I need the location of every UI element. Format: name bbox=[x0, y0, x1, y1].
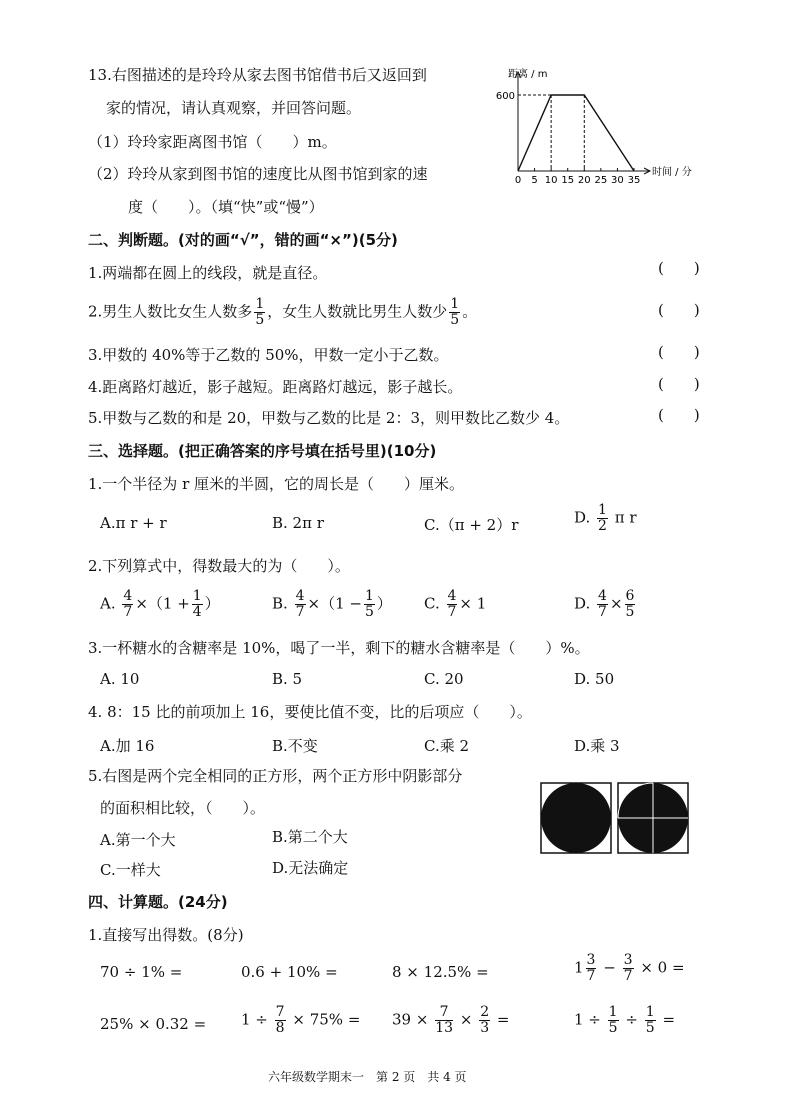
shaded-circle bbox=[541, 783, 611, 853]
calc-r2c4: 1 ÷ $\frac{1}{5}$ ÷ $\frac{1}{5}$ = bbox=[574, 1004, 676, 1036]
x-tick-label: 35 bbox=[627, 175, 641, 186]
x-tick-label: 20 bbox=[577, 175, 591, 186]
calc-r2c3: 39 × $\frac{7}{13}$ × $\frac{2}{3}$ = bbox=[392, 1004, 510, 1036]
x-tick-label: 30 bbox=[611, 175, 624, 186]
x-tick-label: 15 bbox=[561, 175, 575, 186]
choice-q4-option-c: C.乘 2 bbox=[424, 737, 470, 755]
judge-item-2-mid: ，女生人数就比男生人数少 bbox=[267, 302, 448, 321]
series-line bbox=[518, 95, 634, 171]
calc-r2c1: 25% × 0.32 = bbox=[100, 1015, 207, 1033]
choice-q5-option-a: A.第一个大 bbox=[100, 831, 176, 849]
q13-line2: 家的情况，请认真观察，并回答问题。 bbox=[106, 99, 362, 117]
choice-q5-stem2: 的面积相比较，（ ）。 bbox=[100, 799, 266, 817]
calc-r1c3: 8 × 12.5% = bbox=[392, 963, 489, 981]
calc-r1c4: 1 $\frac{3}{7}$ − $\frac{3}{7}$ × 0 = bbox=[574, 952, 685, 984]
q13-sub1: （1）玲玲家距离图书馆（ ）m。 bbox=[88, 133, 337, 151]
choice-q2-option-d: D. $\frac{4}{7}$ × $\frac{6}{5}$ bbox=[574, 588, 635, 620]
choice-q2-option-c: C. $\frac{4}{7}$ × 1 bbox=[424, 588, 487, 620]
judge-item-4: 4.距离路灯越近，影子越短。距离路灯越远，影子越长。 bbox=[88, 378, 463, 396]
x-tick-label: 25 bbox=[594, 175, 608, 186]
choice-q1-option-a: A.π r + r bbox=[100, 514, 167, 532]
fraction: $\frac{1}{5}$ bbox=[255, 296, 265, 328]
y-tick-label: 600 bbox=[495, 91, 515, 102]
choice-q3-option-b: B. 5 bbox=[272, 670, 303, 688]
chart-ylabel: 距离 / m bbox=[508, 69, 548, 80]
q13-sub2b: 度（ ）。（填“快”或“慢”） bbox=[128, 198, 324, 216]
section2-title: 二、判断题。(对的画“√”，错的画“×”)(5分) bbox=[88, 231, 398, 249]
choice-q3-stem: 3.一杯糖水的含糖率是 10%，喝了一半，剩下的糖水含糖率是（ ）%。 bbox=[88, 639, 590, 657]
judge-item-2-pre: 2.男生人数比女生人数多 bbox=[88, 302, 253, 321]
fraction: $\frac{1}{5}$ bbox=[450, 296, 460, 328]
choice-q1-option-c: C.（π + 2）r bbox=[424, 516, 519, 534]
answer-paren-1[interactable]: ( ) bbox=[658, 259, 700, 277]
x-tick-label: 5 bbox=[531, 175, 538, 186]
answer-paren-5[interactable]: ( ) bbox=[658, 406, 700, 424]
choice-q4-stem: 4. 8：15 比的前项加上 16，要使比值不变，比的后项应（ ）。 bbox=[88, 703, 532, 721]
choice-q5-option-c: C.一样大 bbox=[100, 861, 161, 879]
judge-item-3: 3.甲数的 40%等于乙数的 50%，甲数一定小于乙数。 bbox=[88, 346, 449, 364]
chart-xlabel: 时间 / 分 bbox=[652, 167, 692, 178]
choice-q1-option-b: B. 2π r bbox=[272, 514, 324, 532]
section4-sub1: 1.直接写出得数。(8分) bbox=[88, 926, 244, 944]
page-footer: 六年级数学期末一 第 2 页 共 4 页 bbox=[268, 1070, 467, 1084]
choice-q1-option-d: D. $\frac{1}{2}$ π r bbox=[574, 502, 637, 534]
choice-q3-option-a: A. 10 bbox=[100, 670, 140, 688]
calc-r2c2: 1 ÷ $\frac{7}{8}$ × 75% = bbox=[241, 1004, 361, 1036]
choice-q4-option-b: B.不变 bbox=[272, 737, 318, 755]
choice-q2-option-a: A. $\frac{4}{7}$ ×（1 + $\frac{1}{4}$ ） bbox=[100, 588, 220, 620]
choice-q4-option-a: A.加 16 bbox=[100, 737, 155, 755]
calc-r1c1: 70 ÷ 1% = bbox=[100, 963, 183, 981]
choice-q3-option-d: D. 50 bbox=[574, 670, 615, 688]
distance-time-chart bbox=[490, 62, 710, 196]
choice-q3-option-c: C. 20 bbox=[424, 670, 464, 688]
choice-q2-option-b: B. $\frac{4}{7}$ ×（1 − $\frac{1}{5}$ ） bbox=[272, 588, 392, 620]
fraction: $\frac{1}{2}$ bbox=[598, 502, 607, 534]
answer-paren-3[interactable]: ( ) bbox=[658, 343, 700, 361]
section3-title: 三、选择题。(把正确答案的序号填在括号里)(10分) bbox=[88, 442, 437, 460]
choice-q4-option-d: D.乘 3 bbox=[574, 737, 620, 755]
judge-item-2-post: 。 bbox=[462, 302, 478, 321]
calc-r1c2: 0.6 + 10% = bbox=[241, 963, 338, 981]
choice-q1-stem: 1.一个半径为 r 厘米的半圆，它的周长是（ ）厘米。 bbox=[88, 475, 465, 493]
x-tick-label: 10 bbox=[544, 175, 558, 186]
choice-q5-stem1: 5.右图是两个完全相同的正方形，两个正方形中阴影部分 bbox=[88, 767, 463, 785]
section4-title: 四、计算题。(24分) bbox=[88, 893, 228, 911]
judge-item-1: 1.两端都在圆上的线段，就是直径。 bbox=[88, 264, 328, 282]
answer-paren-2[interactable]: ( ) bbox=[658, 301, 700, 319]
choice-q5-option-b: B.第二个大 bbox=[272, 828, 348, 846]
judge-item-2 bbox=[88, 297, 477, 328]
choice-q2-stem: 2.下列算式中，得数最大的为（ ）。 bbox=[88, 557, 350, 575]
square-figure-1 bbox=[540, 782, 612, 854]
judge-item-5: 5.甲数与乙数的和是 20，甲数与乙数的比是 2：3，则甲数比乙数少 4。 bbox=[88, 409, 570, 427]
answer-paren-4[interactable]: ( ) bbox=[658, 375, 700, 393]
q13-sub2a: （2）玲玲从家到图书馆的速度比从图书馆到家的速 bbox=[88, 165, 428, 183]
square-figure-2 bbox=[617, 782, 689, 854]
choice-q5-option-d: D.无法确定 bbox=[272, 859, 349, 877]
q13-line1: 13.右图描述的是玲玲从家去图书馆借书后又返回到 bbox=[88, 66, 427, 84]
x-tick-label: 0 bbox=[514, 175, 522, 186]
